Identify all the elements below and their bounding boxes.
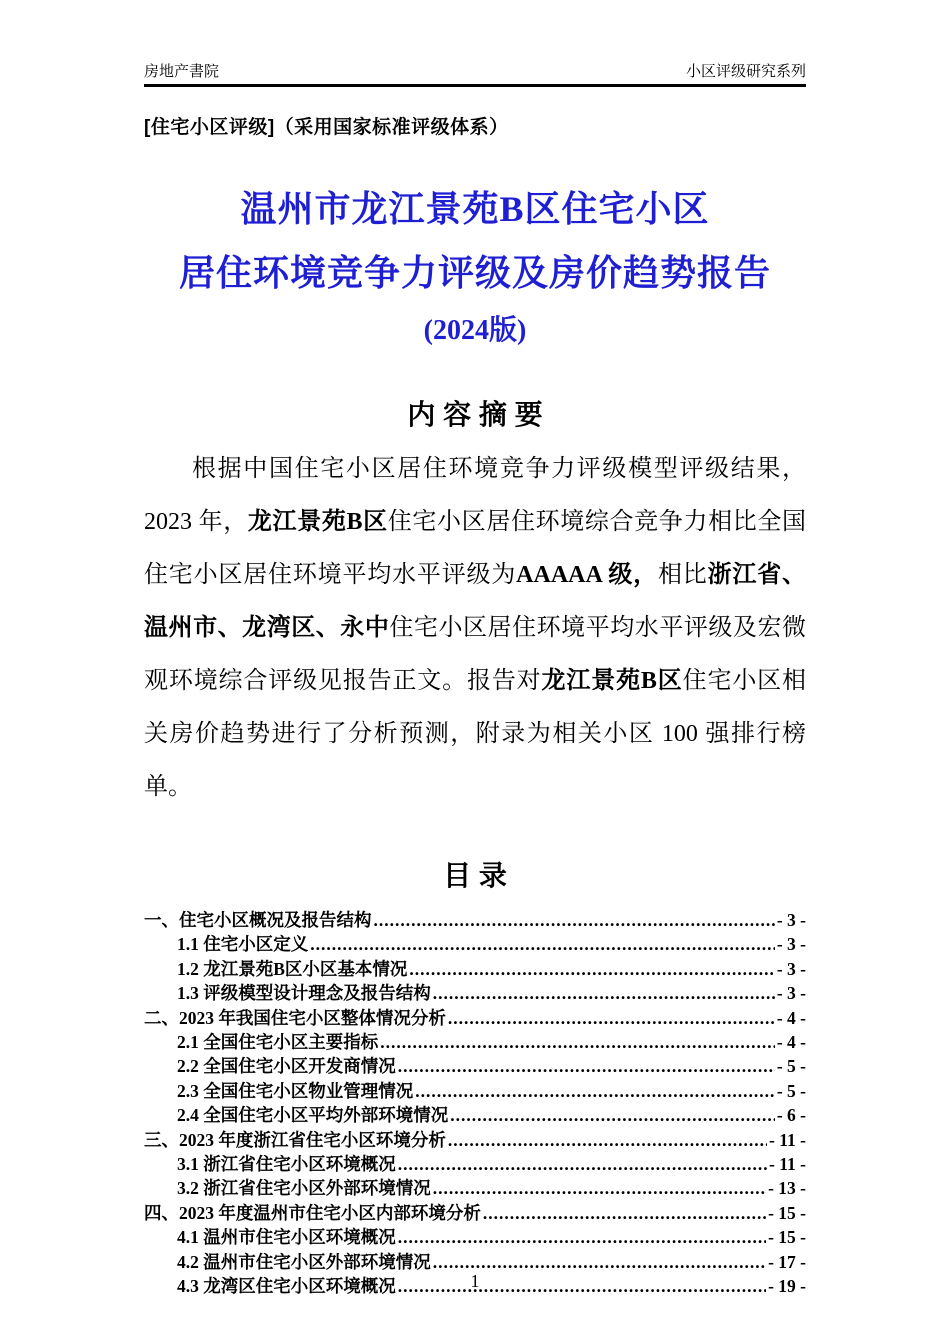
toc-page-number: - 11 - [769,1154,806,1175]
toc-entry-label: 四、2023 年度温州市住宅小区内部环境分析 [144,1202,481,1223]
report-title-line2: 居住环境竞争力评级及房价趋势报告 [178,253,771,293]
toc-entry-label: 1.2 龙江景苑B区小区基本情况 [177,958,408,979]
toc-entry-label: 2.3 全国住宅小区物业管理情况 [177,1080,414,1101]
toc-row [144,957,806,981]
toc-leader-dots [398,1054,775,1078]
toc-leader-dots [380,1030,775,1054]
toc-leader-dots [433,1176,766,1200]
summary-segment-bold: 龙江景苑B区 [541,668,683,694]
toc-entry-label: 3.2 浙江省住宅小区外部环境情况 [177,1178,431,1199]
toc-page-number: - 5 - [776,1080,806,1101]
toc-leader-dots [398,1152,767,1176]
toc-page-number: - 3 - [776,958,806,979]
toc-leader-dots [310,932,775,956]
toc-leader-dots [450,1103,775,1127]
summary-segment: 住宅小区居住环境平均水平评级及宏微观环境综合评级见报告正文。报告对 [144,615,807,694]
summary-heading: 内 容 摘 要 [407,399,543,430]
toc-row [144,908,806,932]
summary-segment-bold: AAAAA 级， [516,562,658,588]
toc-row [144,932,806,956]
toc-entry-label: 1.3 评级模型设计理念及报告结构 [177,983,431,1004]
toc-page-number: - 4 - [776,1007,806,1028]
toc-entry-label: 4.2 温州市住宅小区外部环境情况 [177,1251,431,1272]
toc-row [144,1225,806,1249]
toc-page-number: - 11 - [769,1129,806,1150]
header-right-text: 小区评级研究系列 [685,63,806,80]
page-header [144,60,806,87]
toc-entry-label: 4.1 温州市住宅小区环境概况 [177,1227,396,1248]
toc-list [144,908,806,1299]
toc-row [144,1201,806,1225]
summary-segment: 根据中国住宅小区居住环境竞争力评级模型评级结果，2023 年， [144,456,806,535]
toc-row [144,1079,806,1103]
toc-row [144,1054,806,1078]
toc-leader-dots [448,1006,775,1030]
toc-entry-label: 2.2 全国住宅小区开发商情况 [177,1056,396,1077]
summary-segment-bold: 浙江省、温州市、龙湾区、永中 [144,562,807,641]
report-title [144,177,806,351]
toc-page-number: - 19 - [768,1276,806,1297]
toc-row [144,981,806,1005]
report-title-line1: 温州市龙江景苑B区住宅小区 [240,189,710,229]
toc-leader-dots [433,981,775,1005]
summary-paragraph [144,443,806,814]
toc-leader-dots [483,1201,766,1225]
toc-entry-label: 4.3 龙湾区住宅小区环境概况 [177,1276,396,1297]
summary-segment-bold: 龙江景苑B区 [247,509,388,535]
toc-leader-dots [374,908,775,932]
toc-row [144,1128,806,1152]
toc-entry-label: 二、2023 年我国住宅小区整体情况分析 [144,1007,446,1028]
toc-entry-label: 一、住宅小区概况及报告结构 [144,910,372,930]
toc-row [144,1152,806,1176]
toc-entry-label: 2.1 全国住宅小区主要指标 [177,1032,379,1053]
toc-row [144,1030,806,1054]
summary-segment: 相比 [657,562,708,588]
toc-row [144,1103,806,1127]
toc-entry-label: 3.1 浙江省住宅小区环境概况 [177,1154,396,1175]
toc-page-number: - 17 - [768,1251,806,1272]
toc-leader-dots [448,1128,767,1152]
report-title-edition: (2024版) [423,315,527,346]
toc-page-number: - 13 - [768,1178,806,1199]
toc-page-number: - 3 - [776,910,806,930]
footer-page-number: 1 [470,1271,480,1291]
toc-page-number: - 15 - [768,1227,806,1248]
toc-leader-dots [415,1079,775,1103]
toc-entry-label: 1.1 住宅小区定义 [177,934,309,955]
summary-segment: 住宅小区相关房价趋势进行了分析预测，附录为相关小区 100 强排行榜单。 [144,668,807,800]
toc-page-number: - 3 - [776,983,806,1004]
header-left-text: 房地产書院 [144,63,220,80]
doc-type-label: [住宅小区评级]（采用国家标准评级体系） [144,117,509,138]
toc-row [144,1006,806,1030]
toc-heading: 目 录 [443,860,507,891]
toc-page-number: - 6 - [776,1105,806,1126]
toc-page-number: - 4 - [776,1032,806,1053]
toc-page-number: - 3 - [776,934,806,955]
toc-row [144,1176,806,1200]
toc-leader-dots [409,957,774,981]
toc-leader-dots [398,1225,766,1249]
toc-entry-label: 2.4 全国住宅小区平均外部环境情况 [177,1105,449,1126]
summary-segment: 住宅小区居住环境综合竞争力相比全国住宅小区居住环境平均水平评级为 [144,509,806,588]
toc-page-number: - 5 - [776,1056,806,1077]
toc-page-number: - 15 - [768,1202,806,1223]
toc-entry-label: 三、2023 年度浙江省住宅小区环境分析 [144,1129,446,1150]
